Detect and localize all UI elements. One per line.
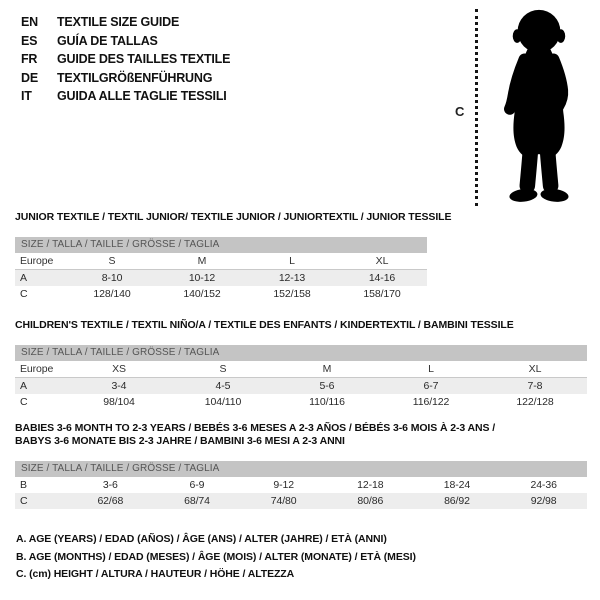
table-cell: 4-5: [171, 378, 275, 395]
table-cell: 92/98: [500, 493, 587, 509]
table-cell: L: [247, 253, 337, 270]
footnotes: [16, 531, 416, 584]
table-body: [15, 361, 587, 410]
section-babies: [15, 422, 590, 509]
row-label: Europe: [15, 253, 67, 270]
section-junior: [15, 211, 590, 302]
language-code: FR: [21, 52, 38, 66]
section-title-line: JUNIOR TEXTILE / TEXTIL JUNIOR/ TEXTILE JUNIOR / JUNIORTEXTIL / JUNIOR TESSILE: [15, 211, 452, 223]
table-cell: 104/110: [204, 396, 242, 408]
footnote-b: B. AGE (MONTHS) / EDAD (MESES) / ÂGE (MOIS) / ALTER (MONATE) / ETÀ (MESI): [16, 550, 416, 563]
table-cell: 140/152: [183, 288, 221, 300]
table-row-c: [15, 394, 587, 410]
row-label: B: [20, 479, 27, 491]
language-row-it: [21, 87, 230, 106]
size-header-bar: SIZE / TALLA / TAILLE / GRÖSSE / TAGLIA: [15, 237, 427, 253]
row-label: A: [15, 270, 67, 287]
table-cell: 152/158: [273, 288, 311, 300]
table-row-europe: [15, 253, 427, 270]
size-table-babies: [15, 477, 587, 509]
table-cell: 3-4: [67, 378, 171, 395]
language-code: ES: [21, 33, 38, 48]
table-row-a: [15, 378, 587, 395]
footnote-c: C. (cm) HEIGHT / ALTURA / HAUTEUR / HÖHE / ALTEZZA: [16, 568, 295, 580]
section-title-line: BABYS 3-6 MONATE BIS 2-3 JAHRE / BAMBINI 3-6 MESI A 2-3 ANNI: [15, 435, 345, 447]
table-cell: M: [157, 253, 247, 270]
footnote-a: A. AGE (YEARS) / EDAD (AÑOS) / ÂGE (ANS) / ALTER (JAHRE) / ETÀ (ANNI): [16, 533, 387, 545]
table-cell: XL: [337, 253, 427, 270]
table-cell: 12-18: [357, 479, 384, 491]
section-title-babies: [15, 422, 590, 448]
table-cell: 24-36: [530, 479, 557, 491]
size-header-bar: SIZE / TALLA / TAILLE / GRÖSSE / TAGLIA: [15, 461, 587, 477]
section-title-junior: [15, 211, 590, 224]
table-cell: 8-10: [67, 270, 157, 287]
table-cell: 116/122: [412, 396, 450, 408]
table-cell: L: [379, 361, 483, 378]
table-row-a: [15, 270, 427, 287]
table-cell: M: [275, 361, 379, 378]
guide-title-it: GUIDA ALLE TAGLIE TESSILI: [57, 89, 227, 103]
row-label: C: [15, 493, 67, 509]
table-row-b: [15, 477, 587, 493]
table-row-c: [15, 493, 587, 509]
language-row-en: [21, 13, 230, 32]
table-cell: 18-24: [443, 479, 471, 491]
table-cell: 122/128: [516, 396, 554, 408]
table-cell: 80/86: [327, 493, 414, 509]
table-cell: 128/140: [93, 288, 131, 300]
language-code: IT: [21, 89, 32, 103]
size-table-children: [15, 361, 587, 410]
table-body: [15, 253, 427, 302]
row-label: A: [15, 378, 67, 395]
section-title-children: [15, 319, 590, 332]
table-cell: 68/74: [154, 493, 241, 509]
table-body: [15, 477, 587, 509]
baby-silhouette-icon: [488, 5, 588, 209]
table-cell: 7-8: [483, 378, 587, 395]
table-cell: S: [67, 253, 157, 270]
language-row-fr: [21, 50, 230, 69]
section-title-line: BABIES 3-6 MONTH TO 2-3 YEARS / BEBÉS 3-6 MESES A 2-3 AÑOS / BÉBÉS 3-6 MOIS À 2-3 ANS /: [15, 422, 496, 434]
row-label: C: [20, 396, 28, 408]
section-children: [15, 319, 590, 410]
figure-height-illustration: [450, 0, 600, 215]
table-cell: 3-6: [102, 479, 118, 491]
row-label: Europe: [15, 361, 67, 378]
table-cell: XS: [67, 361, 171, 378]
measure-label-c: C: [455, 104, 465, 119]
table-row-c: [15, 286, 427, 302]
table-cell: 6-7: [379, 378, 483, 395]
row-label: C: [20, 288, 28, 300]
table-row-europe: [15, 361, 587, 378]
table-cell: 6-9: [189, 479, 205, 491]
height-measure-dotted-line: [475, 9, 478, 206]
language-row-es: [21, 32, 230, 51]
table-cell: 158/170: [363, 288, 401, 300]
table-cell: 74/80: [240, 493, 327, 509]
language-code: EN: [21, 15, 38, 29]
table-cell: S: [171, 361, 275, 378]
guide-title-es: GUÍA DE TALLAS: [57, 33, 158, 48]
section-title-line: CHILDREN'S TEXTILE / TEXTIL NIÑO/A / TEXTILE DES ENFANTS / KINDERTEXTIL / BAMBINI TESSILE: [15, 319, 514, 331]
size-table-junior: [15, 253, 427, 302]
table-cell: 14-16: [337, 270, 427, 287]
guide-title-fr: GUIDE DES TAILLES TEXTILE: [57, 52, 231, 66]
size-table-sections: [15, 211, 590, 509]
table-cell: XL: [483, 361, 587, 378]
table-cell: 5-6: [275, 378, 379, 395]
table-cell: 62/68: [67, 493, 154, 509]
table-cell: 12-13: [247, 270, 337, 287]
language-list: [21, 13, 230, 106]
language-code: DE: [21, 70, 38, 85]
table-cell: 10-12: [157, 270, 247, 287]
guide-title-de: TEXTILGRÖßENFÜHRUNG: [57, 70, 213, 85]
table-cell: 110/116: [309, 396, 345, 408]
guide-title-en: TEXTILE SIZE GUIDE: [57, 15, 180, 29]
language-row-de: [21, 69, 230, 88]
size-header-bar: SIZE / TALLA / TAILLE / GRÖSSE / TAGLIA: [15, 345, 587, 361]
table-cell: 86/92: [414, 493, 501, 509]
table-cell: 9-12: [273, 479, 294, 491]
table-cell: 98/104: [103, 396, 135, 408]
